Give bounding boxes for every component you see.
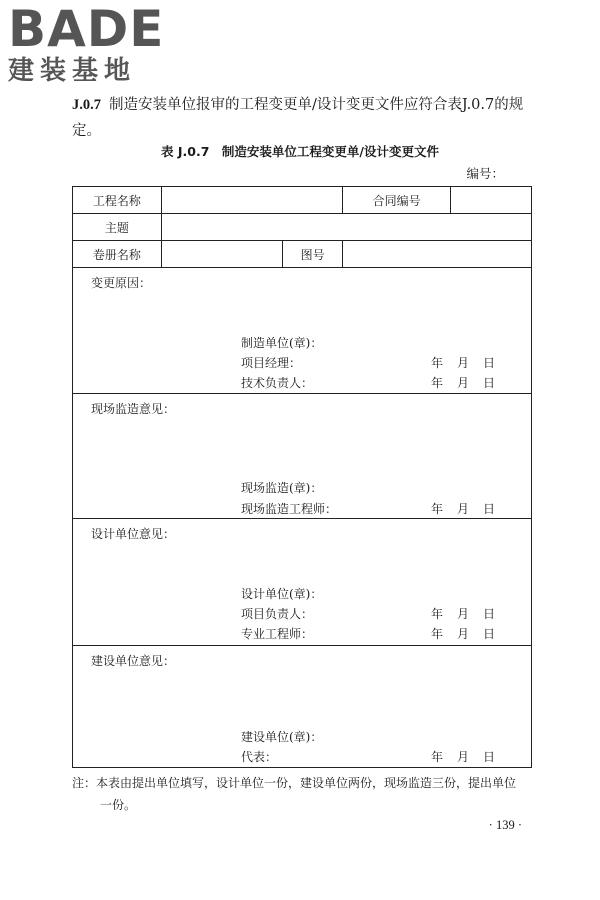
volume-name-label: 卷册名称 [73,241,162,268]
project-name-field[interactable] [161,187,342,214]
date-label: 年 月 日 [431,376,496,390]
section-title: 变更原因： [91,276,152,290]
logo-brand: BADE [8,0,165,58]
project-manager-label: 项目经理： [241,356,302,370]
supervision-opinion-section[interactable] [73,394,532,519]
date-label: 年 月 日 [431,607,496,621]
design-unit-opinion-section[interactable] [73,519,532,646]
volume-name-field[interactable] [161,241,282,268]
professional-engineer-label: 专业工程师： [241,627,314,641]
change-reason-section[interactable] [73,268,532,394]
manufacturer-seal-label: 制造单位(章)： [241,336,323,350]
contract-no-field[interactable] [451,187,532,214]
date-label: 年 月 日 [431,502,496,516]
change-order-form [72,186,532,768]
drawing-no-label: 图号 [283,241,343,268]
subject-field[interactable] [161,214,531,241]
table-caption: 表 J.0.7 制造安装单位工程变更单/设计变更文件 [161,144,439,159]
bade-logo [8,0,178,86]
date-label: 年 月 日 [431,627,496,641]
clause-paragraph [72,92,552,144]
serial-number-label: 编号： [466,166,504,181]
project-name-label: 工程名称 [73,187,162,214]
clause-text: 制造安装单位报审的工程变更单/设计变更文件应符合表J.0.7的规定。 [72,97,524,139]
note-line-1: 注：本表由提出单位填写，设计单位一份，建设单位两份，现场监造三份，提出单位 [72,776,517,790]
contract-no-label: 合同编号 [343,187,451,214]
table-note [72,772,542,816]
supervision-seal-label: 现场监造(章)： [241,481,323,495]
section-title: 设计单位意见： [91,527,176,541]
design-project-lead-label: 项目负责人： [241,607,314,621]
subject-label: 主题 [73,214,162,241]
drawing-no-field[interactable] [343,241,532,268]
technical-lead-label: 技术负责人： [241,376,314,390]
owner-representative-label: 代表： [241,750,278,764]
date-label: 年 月 日 [431,356,496,370]
design-unit-seal-label: 设计单位(章)： [241,587,323,601]
logo-subtitle: 建装基地 [8,56,137,86]
date-label: 年 月 日 [431,750,496,764]
clause-number: J.0.7 [72,97,101,113]
section-title: 建设单位意见： [91,654,176,668]
section-title: 现场监造意见： [91,402,176,416]
supervision-engineer-label: 现场监造工程师： [241,502,338,516]
owner-seal-label: 建设单位(章)： [241,730,323,744]
note-line-2: 一份。 [100,798,137,812]
owner-opinion-section[interactable] [73,646,532,768]
page-number: · 139 · [488,818,522,832]
